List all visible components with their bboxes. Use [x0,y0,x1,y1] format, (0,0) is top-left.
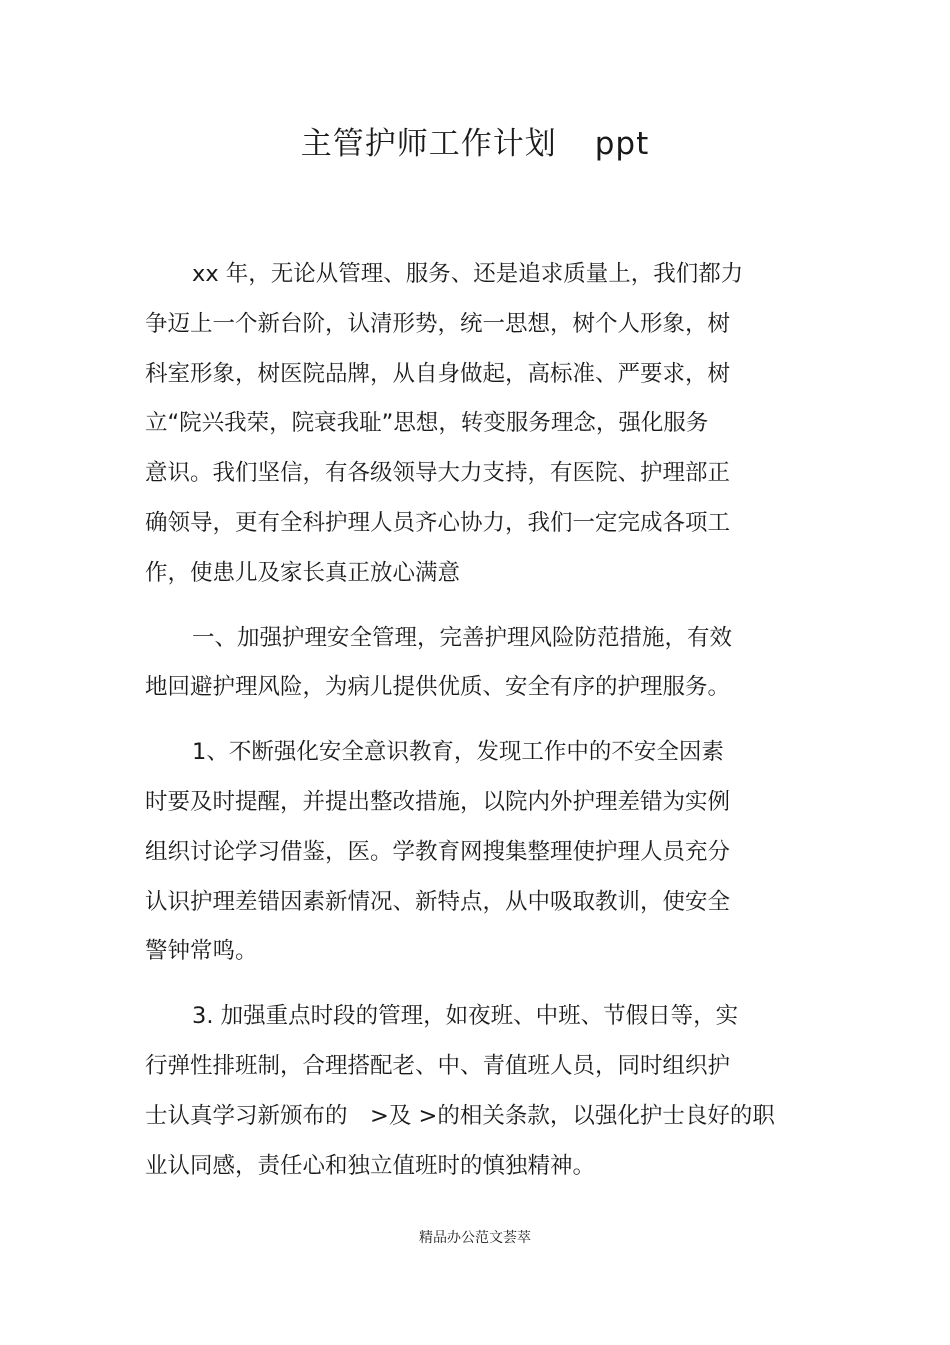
title-main: 主管护师工作计划 [300,126,557,162]
text-line: 组织讨论学习借鉴，医。学教育网搜集整理使护理人员充分 [145,838,731,865]
text-line: 1、不断强化安全意识教育，发现工作中的不安全因素 [192,739,724,766]
text-line: 士认真学习新颁布的 >及 >的相关条款，以强化护士良好的职 [145,1102,775,1129]
text-line: xx 年，无论从管理、服务、还是追求质量上，我们都力 [192,261,744,287]
page-footer: 精品办公范文荟萃 [419,1230,531,1246]
paragraph-section-one [145,614,775,714]
text-line: 警钟常鸣。 [145,938,258,965]
text-line: 业认同感，责任心和独立值班时的慎独精神。 [145,1152,596,1179]
document-body [145,250,775,1206]
text-line: 时要及时提醒，并提出整改措施，以院内外护理差错为实例 [145,788,731,815]
text-line: 意识。我们坚信，有各级领导大力支持，有医院、护理部正 [145,460,731,487]
text-line: 3. 加强重点时段的管理，如夜班、中班、节假日等，实 [192,1003,739,1030]
text-line: 立“院兴我荣，院衰我耻”思想，转变服务理念，强化服务 [145,410,709,437]
text-line: 确领导，更有全科护理人员齐心协力，我们一定完成各项工 [145,509,731,536]
text-line: 一、加强护理安全管理，完善护理风险防范措施，有效 [192,624,733,651]
text-line: 争迈上一个新台阶，认清形势，统一思想，树个人形象，树 [145,310,731,337]
paragraph-intro [145,250,775,599]
title-suffix: ppt [594,126,650,162]
text-line: 认识护理差错因素新情况、新特点，从中吸取教训，使安全 [145,888,731,915]
text-line: 行弹性排班制，合理搭配老、中、青值班人员，同时组织护 [145,1052,731,1079]
document-title [0,122,950,166]
text-line: 科室形象，树医院品牌，从自身做起，高标准、严要求，树 [145,360,731,387]
text-line: 地回避护理风险，为病儿提供优质、安全有序的护理服务。 [145,674,731,701]
paragraph-item-3 [145,992,775,1191]
paragraph-item-1 [145,728,775,977]
text-line: 作，使患儿及家长真正放心满意 [145,559,461,586]
